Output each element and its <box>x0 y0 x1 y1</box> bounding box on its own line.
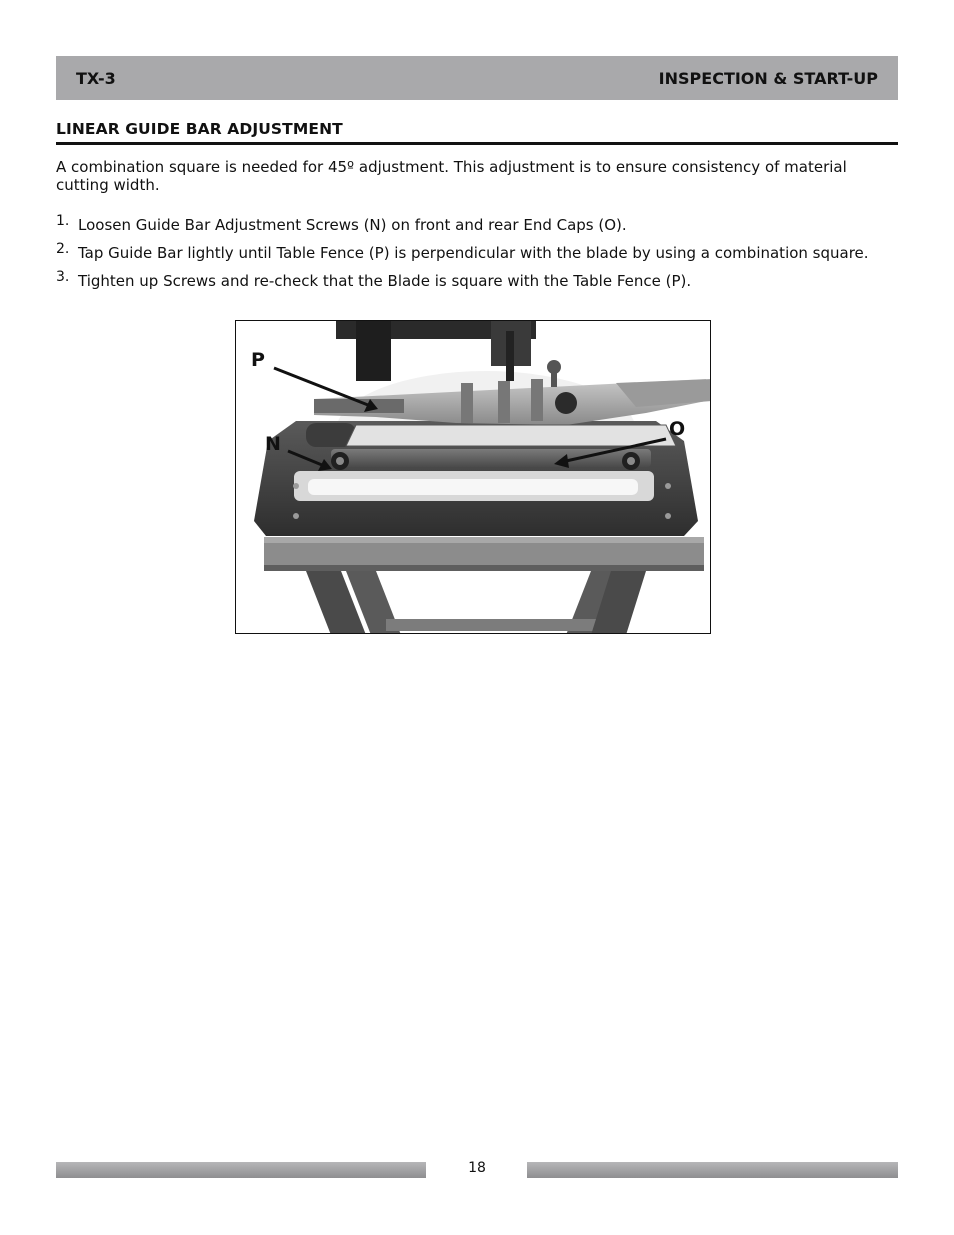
step-text: Loosen Guide Bar Adjustment Screws (N) on front and rear End Caps (O). <box>78 216 627 234</box>
step-item <box>56 214 898 242</box>
saw-photo-figure <box>235 320 711 634</box>
section-title: LINEAR GUIDE BAR ADJUSTMENT <box>56 120 343 138</box>
intro-paragraph: A combination square is needed for 45º adjustment. This adjustment is to ensure consistency of material cutting width. <box>56 158 847 194</box>
header-bar <box>56 56 898 100</box>
step-number: 3. <box>56 269 70 285</box>
label-n: N <box>265 433 281 455</box>
label-o: O <box>669 418 686 440</box>
footer-bar-right <box>527 1162 898 1178</box>
label-p: P <box>251 349 265 371</box>
step-number: 1. <box>56 213 70 229</box>
footer-bar-left <box>56 1162 426 1178</box>
step-item <box>56 270 898 298</box>
page-number: 18 <box>468 1160 486 1176</box>
step-item <box>56 242 898 270</box>
tile-saw-illustration <box>236 321 711 634</box>
model-name: TX-3 <box>76 68 116 88</box>
step-text: Tighten up Screws and re-check that the Blade is square with the Table Fence (P). <box>78 272 692 290</box>
step-list <box>56 214 898 298</box>
title-rule <box>56 142 898 145</box>
section-name: INSPECTION & START-UP <box>658 68 878 88</box>
step-number: 2. <box>56 241 70 257</box>
step-text: Tap Guide Bar lightly until Table Fence (P) is perpendicular with the blade by using a combination square. <box>78 244 869 262</box>
